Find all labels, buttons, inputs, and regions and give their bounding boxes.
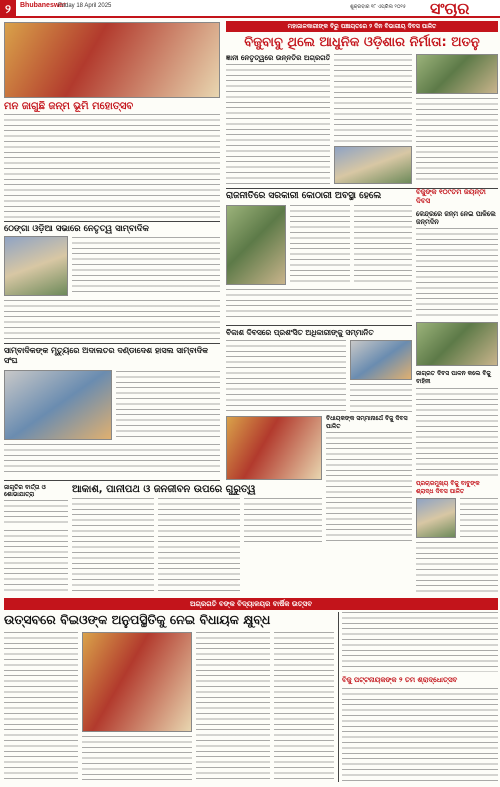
lower-body-1 xyxy=(72,498,154,594)
paper-logo: ସଂଚାର xyxy=(430,0,470,18)
right-headline-5: ବିଜୁ ପଟ୍ଟନାୟକଙ୍କ ୨ ତମ ଶ୍ରାଦ୍ଧୋତ୍ସବ xyxy=(342,676,458,684)
lead-headline: ବିଜୁବାବୁ ଥିଲେ ଆଧୁନିକ ଓଡ଼ିଶାର ନିର୍ମାତା: ଅତନୁ xyxy=(244,35,480,50)
right-body-2 xyxy=(416,388,498,476)
lower-body-2 xyxy=(158,498,240,594)
story-headline-left-small: ଜାଗୃତିର ବାର୍ତ୍ତା ଓ ଶୋଭାଯାତ୍ରା xyxy=(4,484,46,498)
mid-story-headline-2: ବିଧାୟକଙ୍କ ସମ୍ମାନାର୍ଥେ ବିଜୁ ଦିବସ ପାଳିତ xyxy=(326,415,408,430)
lead-subhead: ଜ୍ଞାନୀ ନେତୃତ୍ୱରେ ଉନ୍ନତିର ଅଗ୍ରଗତି xyxy=(226,54,330,62)
story-body-left-3a xyxy=(116,371,220,439)
meeting-photo xyxy=(4,370,112,440)
edition-city: Bhubaneswar xyxy=(20,2,66,9)
divider xyxy=(4,480,220,481)
mid-body-2 xyxy=(354,205,412,285)
mid-body-6 xyxy=(326,432,412,544)
bottom-body-3 xyxy=(196,632,270,782)
bottom-banner: ଅଗ୍ରଗତି ବଙ୍କ ବିଦ୍ୟାଳୟର ବାର୍ଷିକ ଉତ୍ସବ xyxy=(4,598,498,610)
mid-body-4 xyxy=(226,340,346,412)
lead-body-col1 xyxy=(226,64,330,184)
bottom-headline: ଉତ୍ସବରେ ବିଇଓଙ୍କ ଅନୁପସ୍ଥିତିକୁ ନେଇ ବିଧାୟକ କ୍ଷୁବ୍ଧ xyxy=(4,612,271,627)
mid-photo-3 xyxy=(226,416,322,480)
lead-body-col2 xyxy=(334,54,412,142)
right-photo-2 xyxy=(416,498,456,538)
mid-photo-1 xyxy=(226,205,286,285)
story-body-left-small xyxy=(4,500,68,526)
right-body-1 xyxy=(416,228,498,318)
festival-photo xyxy=(4,22,220,98)
mid-body-5 xyxy=(350,384,412,412)
story-headline-left-3: ସାମ୍ବାଦିକଙ୍କ ମୃତ୍ୟୁରେ ଅଦାଲତର ଦଣ୍ଡାଦେଶ ହାସଲ ସାମ୍ବାଦିକ ସଂଘ xyxy=(4,346,209,365)
right-headline-2: କେନ୍ଦ୍ରରେ ଜନ୍ମ ନେଇ ପାଳିଲେ ଜନ୍ମଦିନ xyxy=(416,210,496,226)
story-headline-left-1: ମନ ଜାଗୁଛି ଜନ୍ମ ଭୂମି ମହୋତ୍ସବ xyxy=(4,101,134,112)
mid-body-3 xyxy=(226,289,412,321)
bottom-body-2 xyxy=(82,736,192,782)
bottom-photo-1 xyxy=(82,632,192,732)
lower-body-left xyxy=(4,530,68,594)
story-headline-left-2: ଠେଙ୍ଗା ଓଡ଼ିଆ ସଭାରେ ନେତୃତ୍ୱ ସାମ୍ବାଦିକ xyxy=(4,224,149,234)
mid-long-headline: ଆକାଶ, ପାନୀପଥ ଓ ଜନଜୀବନ ଉପରେ ଗୁରୁତ୍ୱ xyxy=(72,484,256,495)
right-photo-1 xyxy=(416,322,498,366)
lead-photo-1 xyxy=(416,54,498,94)
divider xyxy=(4,343,220,344)
right-body-3 xyxy=(460,498,498,538)
story-body-left-3b xyxy=(4,444,220,476)
story-body-left-2b xyxy=(4,300,220,340)
right-headline-4: ପ୍ରଚାରମୁଖ୍ୟ ବିଜୁ ବାବୁଙ୍କ ଶ୍ରାଦ୍ଧ ଦିବସ ପାଳିତ xyxy=(416,480,480,495)
reporter-photo xyxy=(4,236,68,296)
bottom-body-4 xyxy=(274,632,334,782)
page-number: ୨ xyxy=(0,0,16,18)
right-headline-1: ବିଜୁଙ୍କ ୧୦୯ତମ ଜୟନ୍ତୀ ଦିବସ xyxy=(416,188,486,205)
section-banner: ମହାଜାଳକାରୀଙ୍କ ବିରୁ ପଞ୍ଚାୟତରେ ୨ ଦିନ ବିଭାଗୀୟ ଦିବସ ପାଳିତ xyxy=(226,21,498,32)
right-body-6 xyxy=(342,688,498,782)
divider xyxy=(338,612,339,782)
story-body-left-2a xyxy=(72,237,220,295)
mid-story-headline: ବିକାଶ ଦିବସରେ ପ୍ରଶଂସିତ ଅଧିକାରୀଙ୍କୁ ସମ୍ମାନିତ xyxy=(226,328,374,337)
right-body-5 xyxy=(342,612,498,672)
mid-section-headline: ରାଜନୀତିରେ ସରକାରୀ କୋଠାରୀ ଅବସ୍ଥା ହେଲେ xyxy=(226,191,382,201)
lead-body-col4 xyxy=(416,146,498,184)
divider xyxy=(4,221,220,222)
edition-date-odia: ଶୁକ୍ରବାର ୧୮ ଏପ୍ରିଲ ୨୦୨୫ xyxy=(350,4,407,10)
edition-date: Friday 18 April 2025 xyxy=(58,3,112,9)
mid-body-1 xyxy=(290,205,350,285)
right-body-4 xyxy=(416,542,498,594)
mid-photo-2 xyxy=(350,340,412,380)
right-headline-3: ଜାଗ୍ରତ ଦିବସ ପାଳନ କଲେ ବିଜୁ ବାହିନୀ xyxy=(416,370,491,385)
divider xyxy=(226,325,412,326)
lead-body-col3 xyxy=(416,98,498,142)
story-body-left-1 xyxy=(4,114,220,219)
bottom-body-1 xyxy=(4,632,78,782)
lower-body-3 xyxy=(244,498,322,544)
lead-photo-2 xyxy=(334,146,412,184)
